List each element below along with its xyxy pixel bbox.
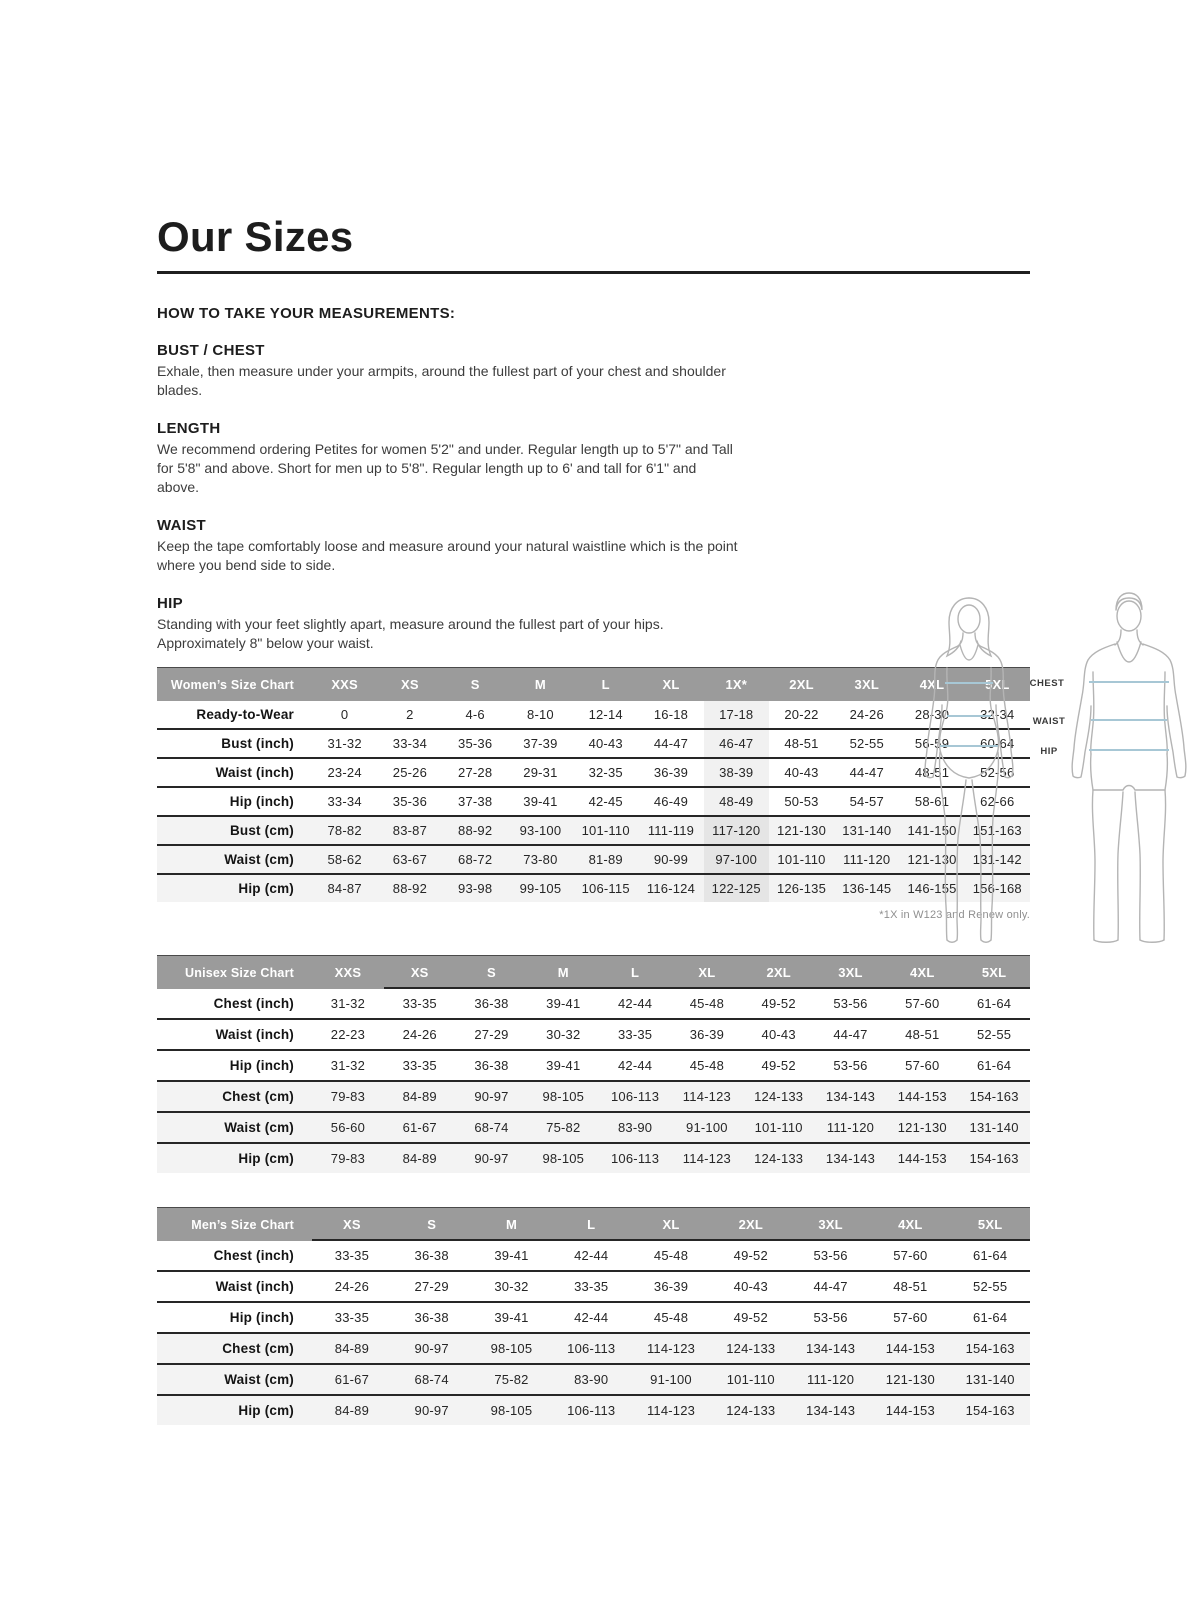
size-cell: 52-56: [980, 765, 1015, 780]
size-cell: 42-44: [574, 1248, 609, 1263]
size-cell: 49-52: [733, 1248, 768, 1263]
size-cell: 48-51: [893, 1279, 928, 1294]
size-cell: 30-32: [494, 1279, 529, 1294]
size-cell: 106-113: [611, 1151, 660, 1166]
size-cell: 126-135: [776, 881, 827, 896]
row-label: Waist (inch): [215, 765, 294, 780]
size-cell: 39-41: [494, 1248, 529, 1263]
size-cell: 97-100: [704, 846, 769, 873]
row-label: Waist (cm): [224, 1120, 294, 1135]
section-title: BUST / CHEST: [157, 342, 265, 359]
size-cell: 33-35: [574, 1279, 609, 1294]
size-cell: 83-87: [392, 823, 428, 838]
size-cell: 57-60: [905, 996, 940, 1011]
size-cell: 36-39: [653, 1279, 689, 1294]
size-cell: 57-60: [893, 1310, 928, 1325]
size-cell: 52-55: [973, 1279, 1008, 1294]
size-cell: 33-34: [392, 736, 428, 751]
section-title: HIP: [157, 595, 183, 612]
size-cell: 121-130: [776, 823, 827, 838]
table-row: [157, 1241, 1030, 1270]
size-cell: 53-56: [833, 1058, 868, 1073]
unisex-size-chart: [157, 955, 1030, 1173]
size-cell: 45-48: [689, 1058, 724, 1073]
woman-measure-lines: [940, 683, 998, 746]
size-column-header: S: [487, 965, 496, 980]
size-cell: 124-133: [726, 1341, 776, 1356]
size-cell: 91-100: [650, 1372, 692, 1387]
table-row: [157, 1394, 1030, 1425]
section-hip: [157, 595, 742, 653]
size-cell: 57-60: [893, 1248, 928, 1263]
woman-figure: [925, 598, 1013, 942]
size-cell: 20-22: [784, 707, 819, 722]
section-title: WAIST: [157, 517, 206, 534]
size-cell: 90-97: [414, 1341, 449, 1356]
size-cell: 35-36: [458, 736, 493, 751]
size-cell: 144-153: [885, 1403, 935, 1418]
size-cell: 17-18: [704, 701, 769, 728]
size-cell: 81-89: [588, 852, 623, 867]
size-cell: 154-163: [965, 1403, 1015, 1418]
size-cell: 37-39: [523, 736, 558, 751]
size-cell: 61-64: [973, 1310, 1008, 1325]
size-cell: 124-133: [726, 1403, 776, 1418]
size-cell: 90-99: [653, 852, 689, 867]
row-label: Chest (inch): [213, 1248, 294, 1263]
title-divider: [157, 271, 1030, 274]
size-cell: 42-44: [617, 1058, 653, 1073]
size-cell: 101-110: [754, 1120, 803, 1135]
size-column-header: 2XL: [766, 965, 791, 980]
size-cell: 31-32: [330, 1058, 366, 1073]
size-cell: 144-153: [897, 1151, 947, 1166]
size-cell: 53-56: [813, 1248, 848, 1263]
size-cell: 114-123: [646, 1341, 696, 1356]
waist-label: WAIST: [1032, 716, 1066, 727]
size-column-header: XS: [410, 965, 429, 980]
table-header-row: [157, 955, 1030, 989]
size-cell: 68-74: [414, 1372, 449, 1387]
size-cell: 39-41: [546, 996, 581, 1011]
section-body: We recommend ordering Petites for women 5'2" and under. Regular length up to 5'7" and Tall for 5'8" and above. Short for men up to 5'8". Regular length up to 6' and tall for 6'1" and above.: [157, 441, 733, 495]
size-cell: 22-23: [330, 1027, 366, 1042]
size-cell: 4-6: [465, 707, 485, 722]
table-title: Unisex Size Chart: [185, 965, 294, 980]
size-column-header: XL: [662, 677, 680, 692]
size-column-header: 4XL: [898, 1217, 923, 1232]
size-cell: 52-55: [849, 736, 884, 751]
table-header-row: [157, 1207, 1030, 1241]
size-column-header: 3XL: [854, 677, 879, 692]
hip-label: HIP: [1040, 746, 1058, 757]
size-cell: 121-130: [897, 1120, 947, 1135]
table-row: [157, 1142, 1030, 1173]
section-body: Keep the tape comfortably loose and measure around your natural waistline which is the point where you bend side to side.: [157, 538, 738, 573]
measurement-instructions: [157, 305, 742, 653]
size-cell: 99-105: [519, 881, 562, 896]
howto-heading: HOW TO TAKE YOUR MEASUREMENTS:: [157, 305, 456, 322]
size-cell: 49-52: [761, 1058, 796, 1073]
size-cell: 45-48: [653, 1248, 689, 1263]
size-cell: 114-123: [646, 1403, 696, 1418]
size-cell: 58-62: [327, 852, 362, 867]
size-cell: 44-47: [833, 1027, 868, 1042]
size-cell: 39-41: [494, 1310, 529, 1325]
size-cell: 84-87: [327, 881, 362, 896]
size-cell: 84-89: [334, 1341, 370, 1356]
size-cell: 61-67: [334, 1372, 370, 1387]
size-cell: 32-34: [980, 707, 1015, 722]
size-cell: 50-53: [784, 794, 819, 809]
size-cell: 134-143: [806, 1341, 856, 1356]
size-cell: 75-82: [494, 1372, 529, 1387]
mens-size-chart: [157, 1207, 1030, 1425]
size-cell: 106-113: [567, 1403, 616, 1418]
size-cell: 27-29: [414, 1279, 449, 1294]
size-cell: 42-44: [574, 1310, 609, 1325]
size-cell: 78-82: [327, 823, 362, 838]
size-column-header: 5XL: [977, 1217, 1003, 1232]
size-cell: 88-92: [392, 881, 428, 896]
size-column-header: L: [587, 1217, 596, 1232]
size-cell: 111-119: [647, 823, 695, 838]
size-cell: 98-105: [490, 1403, 533, 1418]
row-label: Chest (cm): [222, 1089, 294, 1104]
row-label: Bust (inch): [221, 736, 294, 751]
size-cell: 53-56: [833, 996, 868, 1011]
table-row: [157, 1049, 1030, 1080]
size-cell: 141-150: [907, 823, 957, 838]
size-column-header: L: [601, 677, 610, 692]
size-column-header: 2XL: [738, 1217, 764, 1232]
size-cell: 134-143: [825, 1151, 876, 1166]
size-cell: 42-45: [588, 794, 623, 809]
size-cell: 114-123: [682, 1089, 731, 1104]
size-cell: 46-47: [704, 730, 769, 757]
size-cell: 25-26: [392, 765, 428, 780]
size-cell: 116-124: [646, 881, 696, 896]
size-cell: 83-90: [617, 1120, 653, 1135]
size-column-header: M: [557, 965, 569, 980]
size-cell: 61-64: [976, 996, 1012, 1011]
size-cell: 151-163: [972, 823, 1022, 838]
size-cell: 24-26: [334, 1279, 370, 1294]
size-cell: 33-35: [402, 1058, 437, 1073]
size-cell: 23-24: [327, 765, 362, 780]
size-column-header: L: [631, 965, 640, 980]
size-column-header: 1X*: [725, 677, 747, 692]
size-cell: 98-105: [542, 1089, 585, 1104]
size-cell: 131-140: [842, 823, 892, 838]
size-cell: 124-133: [754, 1089, 804, 1104]
row-label: Waist (cm): [224, 852, 294, 867]
row-label: Waist (inch): [215, 1027, 294, 1042]
size-cell: 48-49: [704, 788, 769, 815]
size-cell: 62-66: [980, 794, 1015, 809]
size-cell: 136-145: [842, 881, 892, 896]
size-cell: 117-120: [704, 817, 769, 844]
size-cell: 36-38: [414, 1310, 449, 1325]
size-cell: 16-18: [653, 707, 689, 722]
row-label: Ready-to-Wear: [196, 707, 294, 722]
section-length: [157, 420, 742, 497]
row-label: Bust (cm): [229, 823, 294, 838]
size-cell: 63-67: [392, 852, 428, 867]
size-cell: 36-39: [653, 765, 689, 780]
size-cell: 40-43: [588, 736, 623, 751]
size-cell: 8-10: [527, 707, 554, 722]
size-cell: 39-41: [523, 794, 558, 809]
size-cell: 53-56: [813, 1310, 848, 1325]
size-cell: 39-41: [546, 1058, 581, 1073]
size-column-header: XS: [401, 677, 419, 692]
size-column-header: XXS: [334, 965, 362, 980]
size-column-header: XL: [662, 1217, 680, 1232]
size-cell: 91-100: [686, 1120, 728, 1135]
size-cell: 73-80: [523, 852, 558, 867]
row-label: Waist (cm): [224, 1372, 294, 1387]
size-cell: 38-39: [704, 759, 769, 786]
size-cell: 154-163: [965, 1341, 1015, 1356]
size-cell: 84-89: [402, 1151, 437, 1166]
size-cell: 88-92: [458, 823, 493, 838]
section-bust-chest: [157, 342, 742, 400]
size-cell: 124-133: [754, 1151, 804, 1166]
section-body: Exhale, then measure under your armpits, around the fullest part of your chest and shoulder blades.: [157, 363, 726, 398]
size-column-header: 4XL: [910, 965, 935, 980]
size-cell: 45-48: [689, 996, 724, 1011]
size-cell: 154-163: [969, 1089, 1019, 1104]
size-column-header: S: [470, 677, 480, 692]
size-cell: 144-153: [885, 1341, 935, 1356]
size-column-header: 5XL: [985, 677, 1010, 692]
table-row: [157, 1018, 1030, 1049]
size-cell: 44-47: [849, 765, 884, 780]
size-cell: 101-110: [581, 823, 630, 838]
size-cell: 48-51: [914, 765, 950, 780]
row-label: Hip (cm): [238, 1151, 294, 1166]
size-column-header: 5XL: [981, 965, 1007, 980]
size-cell: 111-120: [843, 852, 891, 867]
size-cell: 49-52: [733, 1310, 768, 1325]
size-cell: 75-82: [546, 1120, 581, 1135]
size-column-header: XS: [343, 1217, 361, 1232]
size-cell: 79-83: [330, 1151, 366, 1166]
table-row: [157, 1363, 1030, 1394]
size-cell: 134-143: [806, 1403, 856, 1418]
size-cell: 40-43: [761, 1027, 796, 1042]
size-cell: 36-38: [474, 1058, 509, 1073]
size-cell: 33-35: [402, 996, 437, 1011]
size-cell: 83-90: [574, 1372, 609, 1387]
size-cell: 68-74: [474, 1120, 509, 1135]
size-cell: 27-29: [474, 1027, 509, 1042]
size-cell: 27-28: [458, 765, 493, 780]
size-cell: 36-38: [474, 996, 509, 1011]
row-label: Waist (inch): [215, 1279, 294, 1294]
man-figure: [1072, 593, 1186, 942]
size-cell: 44-47: [653, 736, 689, 751]
size-cell: 61-67: [402, 1120, 437, 1135]
size-column-header: XXS: [331, 677, 358, 692]
size-cell: 57-60: [905, 1058, 940, 1073]
size-cell: 31-32: [330, 996, 366, 1011]
size-cell: 12-14: [588, 707, 623, 722]
size-cell: 24-26: [402, 1027, 437, 1042]
size-cell: 68-72: [458, 852, 493, 867]
size-column-header: 4XL: [919, 677, 945, 692]
row-label: Hip (cm): [238, 1403, 294, 1418]
section-waist: [157, 517, 742, 575]
size-cell: 106-115: [581, 881, 630, 896]
size-cell: 121-130: [885, 1372, 935, 1387]
size-cell: 84-89: [402, 1089, 437, 1104]
size-cell: 111-120: [826, 1120, 875, 1135]
man-measure-lines: [1089, 682, 1169, 750]
size-cell: 90-97: [414, 1403, 449, 1418]
size-cell: 93-98: [458, 881, 493, 896]
size-cell: 58-61: [914, 794, 950, 809]
table-row: [157, 1111, 1030, 1142]
size-cell: 35-36: [392, 794, 428, 809]
size-cell: 49-52: [761, 996, 796, 1011]
size-cell: 30-32: [546, 1027, 581, 1042]
size-cell: 98-105: [490, 1341, 533, 1356]
size-cell: 154-163: [969, 1151, 1019, 1166]
size-cell: 46-49: [653, 794, 689, 809]
row-label: Hip (inch): [229, 794, 294, 809]
page-title: Our Sizes: [157, 213, 354, 260]
size-cell: 156-168: [972, 881, 1022, 896]
unisex-size-table: [157, 955, 1030, 1173]
size-cell: 31-32: [327, 736, 362, 751]
size-cell: 101-110: [726, 1372, 775, 1387]
size-column-header: 3XL: [818, 1217, 843, 1232]
size-cell: 33-34: [327, 794, 362, 809]
size-cell: 33-35: [334, 1248, 370, 1263]
size-cell: 24-26: [849, 707, 884, 722]
size-cell: 36-38: [414, 1248, 449, 1263]
size-cell: 106-113: [611, 1089, 660, 1104]
size-cell: 32-35: [588, 765, 623, 780]
size-cell: 42-44: [617, 996, 653, 1011]
size-cell: 131-142: [972, 852, 1022, 867]
size-cell: 36-39: [689, 1027, 724, 1042]
size-cell: 37-38: [458, 794, 493, 809]
size-cell: 28-30: [914, 707, 950, 722]
size-cell: 146-155: [907, 881, 957, 896]
size-cell: 114-123: [682, 1151, 731, 1166]
size-column-header: XL: [698, 965, 716, 980]
size-cell: 56-59: [914, 736, 950, 751]
size-column-header: 2XL: [789, 677, 814, 692]
size-column-header: M: [505, 1217, 517, 1232]
size-cell: 106-113: [567, 1341, 616, 1356]
size-cell: 90-97: [474, 1089, 509, 1104]
size-cell: 44-47: [813, 1279, 848, 1294]
size-cell: 131-140: [969, 1120, 1019, 1135]
row-label: Hip (inch): [229, 1310, 294, 1325]
table-row: [157, 989, 1030, 1018]
size-cell: 33-35: [334, 1310, 370, 1325]
section-title: LENGTH: [157, 420, 221, 437]
table-footnote: *1X in W123 and Renew only.: [879, 909, 1030, 921]
size-cell: 84-89: [334, 1403, 370, 1418]
size-cell: 144-153: [897, 1089, 947, 1104]
row-label: Hip (cm): [238, 881, 294, 896]
size-column-header: S: [427, 1217, 437, 1232]
size-cell: 131-140: [965, 1372, 1015, 1387]
size-cell: 121-130: [907, 852, 957, 867]
row-label: Chest (inch): [213, 996, 294, 1011]
table-row: [157, 1301, 1030, 1332]
size-column-header: M: [534, 677, 546, 692]
size-cell: 54-57: [849, 794, 884, 809]
size-cell: 134-143: [825, 1089, 876, 1104]
section-body: Standing with your feet slightly apart, measure around the fullest part of your hips. Approximately 8" below your waist.: [157, 616, 664, 651]
size-cell: 101-110: [777, 852, 826, 867]
size-cell: 0: [340, 707, 349, 722]
table-title: Women’s Size Chart: [170, 677, 294, 692]
size-cell: 29-31: [523, 765, 558, 780]
table-title: Men’s Size Chart: [191, 1217, 294, 1232]
table-row: [157, 1080, 1030, 1111]
size-cell: 98-105: [542, 1151, 585, 1166]
size-cell: 40-43: [784, 765, 819, 780]
table-row: [157, 1270, 1030, 1301]
size-cell: 90-97: [474, 1151, 509, 1166]
size-cell: 56-60: [330, 1120, 366, 1135]
size-cell: 93-100: [519, 823, 562, 838]
measurement-figures-illustration: [897, 588, 1200, 946]
size-cell: 2: [406, 707, 414, 722]
row-label: Chest (cm): [222, 1341, 294, 1356]
size-cell: 111-120: [806, 1372, 855, 1387]
size-cell: 48-51: [784, 736, 819, 751]
size-cell: 60-64: [980, 736, 1015, 751]
chest-label: CHEST: [1029, 678, 1065, 689]
size-cell: 48-51: [905, 1027, 940, 1042]
table-row: [157, 1332, 1030, 1363]
size-cell: 61-64: [973, 1248, 1008, 1263]
size-cell: 45-48: [653, 1310, 689, 1325]
size-cell: 61-64: [976, 1058, 1012, 1073]
size-cell: 122-125: [704, 875, 769, 902]
mens-size-table: [157, 1207, 1030, 1425]
size-cell: 33-35: [617, 1027, 653, 1042]
size-cell: 52-55: [976, 1027, 1012, 1042]
size-cell: 79-83: [330, 1089, 366, 1104]
size-cell: 40-43: [733, 1279, 768, 1294]
size-column-header: 3XL: [838, 965, 863, 980]
row-label: Hip (inch): [229, 1058, 294, 1073]
